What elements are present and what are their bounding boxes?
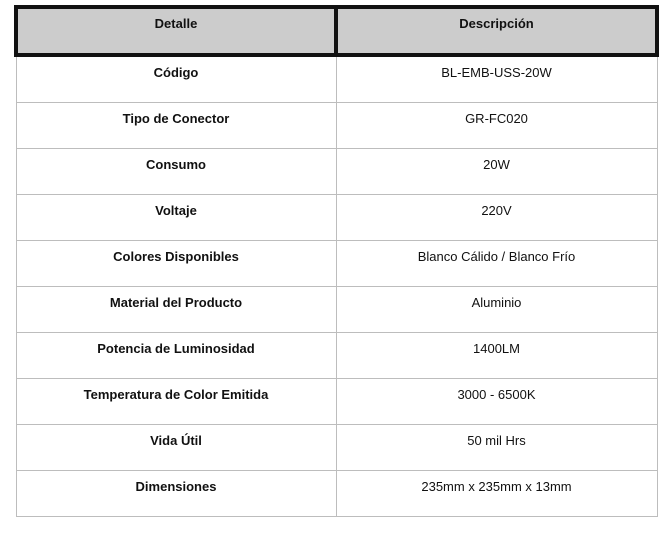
- table-row: [16, 287, 657, 333]
- table-row: [16, 471, 657, 517]
- row-label: Voltaje: [16, 195, 336, 241]
- row-value: 220V: [336, 195, 657, 241]
- table-row: [16, 379, 657, 425]
- row-value: BL-EMB-USS-20W: [336, 55, 657, 103]
- row-value: Blanco Cálido / Blanco Frío: [336, 241, 657, 287]
- table-row: [16, 149, 657, 195]
- table-row: [16, 103, 657, 149]
- row-label: Consumo: [16, 149, 336, 195]
- row-value: 3000 - 6500K: [336, 379, 657, 425]
- row-value: GR-FC020: [336, 103, 657, 149]
- row-label: Dimensiones: [16, 471, 336, 517]
- header-detalle: Detalle: [16, 7, 336, 55]
- table-row: [16, 195, 657, 241]
- row-value: 50 mil Hrs: [336, 425, 657, 471]
- table-row: [16, 241, 657, 287]
- row-value: Aluminio: [336, 287, 657, 333]
- row-label: Vida Útil: [16, 425, 336, 471]
- table-row: [16, 333, 657, 379]
- header-descripcion: Descripción: [336, 7, 657, 55]
- row-label: Material del Producto: [16, 287, 336, 333]
- row-value: 235mm x 235mm x 13mm: [336, 471, 657, 517]
- row-label: Temperatura de Color Emitida: [16, 379, 336, 425]
- table-row: [16, 55, 657, 103]
- row-value: 1400LM: [336, 333, 657, 379]
- row-label: Potencia de Luminosidad: [16, 333, 336, 379]
- table-row: [16, 425, 657, 471]
- row-value: 20W: [336, 149, 657, 195]
- row-label: Colores Disponibles: [16, 241, 336, 287]
- table-header-row: [16, 7, 657, 55]
- row-label: Tipo de Conector: [16, 103, 336, 149]
- row-label: Código: [16, 55, 336, 103]
- spec-table: [14, 5, 659, 517]
